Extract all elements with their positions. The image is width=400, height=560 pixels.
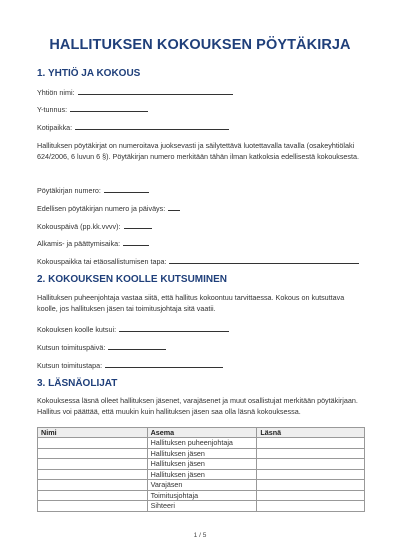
table-row <box>38 501 365 512</box>
meeting-date-row <box>37 221 152 231</box>
minutes-number-row <box>37 185 149 195</box>
name-cell[interactable] <box>38 469 148 480</box>
table-header-row <box>38 428 365 438</box>
domicile-field[interactable] <box>75 122 229 130</box>
start-end-time-label: Alkamis- ja päättymisaika: <box>37 239 121 248</box>
domicile-row <box>37 122 229 132</box>
present-cell[interactable] <box>257 490 365 501</box>
invitation-method-label: Kutsun toimitustapa: <box>37 361 103 370</box>
invitation-date-row <box>37 342 166 352</box>
company-name-field[interactable] <box>78 87 233 95</box>
position-cell: Hallituksen jäsen <box>147 459 257 470</box>
business-id-field[interactable] <box>70 104 148 112</box>
convened-by-field[interactable] <box>119 324 229 332</box>
position-cell: Toimitusjohtaja <box>147 490 257 501</box>
name-cell[interactable] <box>38 480 148 491</box>
section-2-paragraph: Hallituksen puheenjohtaja vastaa siitä, että hallitus kokoontuu tarvittaessa. Kokous on kutsuttava koolle, jos hallituksen jäsen tai toimitusjohtaja sitä vaatii. <box>37 293 345 313</box>
convened-by-row <box>37 324 229 334</box>
company-name-row <box>37 87 233 97</box>
location-label: Kokouspaikka tai etäosallistumisen tapa: <box>37 257 167 266</box>
present-cell[interactable] <box>257 438 365 449</box>
company-name-label: Yhtiön nimi: <box>37 88 75 97</box>
position-cell: Varajäsen <box>147 480 257 491</box>
start-end-time-field[interactable] <box>123 238 149 246</box>
business-id-label: Y-tunnus: <box>37 105 68 114</box>
location-row <box>37 256 359 266</box>
invitation-method-row <box>37 360 223 370</box>
previous-minutes-row <box>37 203 180 213</box>
column-header-name: Nimi <box>38 428 148 438</box>
section-3-heading: 3. LÄSNÄOLIJAT <box>37 378 118 389</box>
present-cell[interactable] <box>257 448 365 459</box>
previous-minutes-label: Edellisen pöytäkirjan numero ja päiväys: <box>37 204 166 213</box>
position-cell: Hallituksen puheenjohtaja <box>147 438 257 449</box>
start-end-time-row <box>37 238 149 248</box>
name-cell[interactable] <box>38 459 148 470</box>
section-1-heading: 1. YHTIÖ JA KOKOUS <box>37 68 141 79</box>
convened-by-label: Kokouksen koolle kutsui: <box>37 325 117 334</box>
table-row <box>38 469 365 480</box>
name-cell[interactable] <box>38 490 148 501</box>
table-row <box>38 438 365 449</box>
table-row <box>38 448 365 459</box>
meeting-date-label: Kokouspäivä (pp.kk.vvvv): <box>37 222 121 231</box>
present-cell[interactable] <box>257 480 365 491</box>
section-1-paragraph: Hallituksen pöytäkirjat on numeroitava juoksevasti ja säilytettävä luotettavalla tavalla (osakeyhtiölaki 624/2006, 6 luvun 6 §). Pöytäkirjan numero merkitään tähän ilman katkoksia edellisestä kokouksesta. <box>37 141 360 161</box>
section-2-heading: 2. KOKOUKSEN KOOLLE KUTSUMINEN <box>37 274 228 285</box>
position-cell: Hallituksen jäsen <box>147 448 257 459</box>
page-number: 1 / 5 <box>193 532 207 539</box>
present-cell[interactable] <box>257 501 365 512</box>
section-3-paragraph: Kokouksessa läsnä olleet hallituksen jäsenet, varajäsenet ja muut osallistujat merkitään pöytäkirjaan. Hallitus voi päättää, että muukin kuin hallituksen jäsen saa olla läsnä kokouksessa. <box>37 396 358 416</box>
domicile-label: Kotipaikka: <box>37 123 73 132</box>
previous-minutes-field[interactable] <box>168 203 180 211</box>
column-header-present: Läsnä <box>257 428 365 438</box>
position-cell: Hallituksen jäsen <box>147 469 257 480</box>
document-title: HALLITUKSEN KOKOUKSEN PÖYTÄKIRJA <box>49 37 351 53</box>
present-cell[interactable] <box>257 459 365 470</box>
minutes-number-label: Pöytäkirjan numero: <box>37 186 101 195</box>
column-header-position: Asema <box>147 428 257 438</box>
table-row <box>38 490 365 501</box>
name-cell[interactable] <box>38 501 148 512</box>
minutes-number-field[interactable] <box>104 185 149 193</box>
business-id-row <box>37 104 148 114</box>
meeting-date-field[interactable] <box>124 221 152 229</box>
location-field[interactable] <box>169 256 359 264</box>
invitation-method-field[interactable] <box>105 360 223 368</box>
table-row <box>38 459 365 470</box>
present-cell[interactable] <box>257 469 365 480</box>
position-cell: Sihteeri <box>147 501 257 512</box>
name-cell[interactable] <box>38 438 148 449</box>
invitation-date-label: Kutsun toimituspäivä: <box>37 343 106 352</box>
invitation-date-field[interactable] <box>108 342 166 350</box>
name-cell[interactable] <box>38 448 148 459</box>
table-row <box>38 480 365 491</box>
attendees-table <box>37 427 365 512</box>
